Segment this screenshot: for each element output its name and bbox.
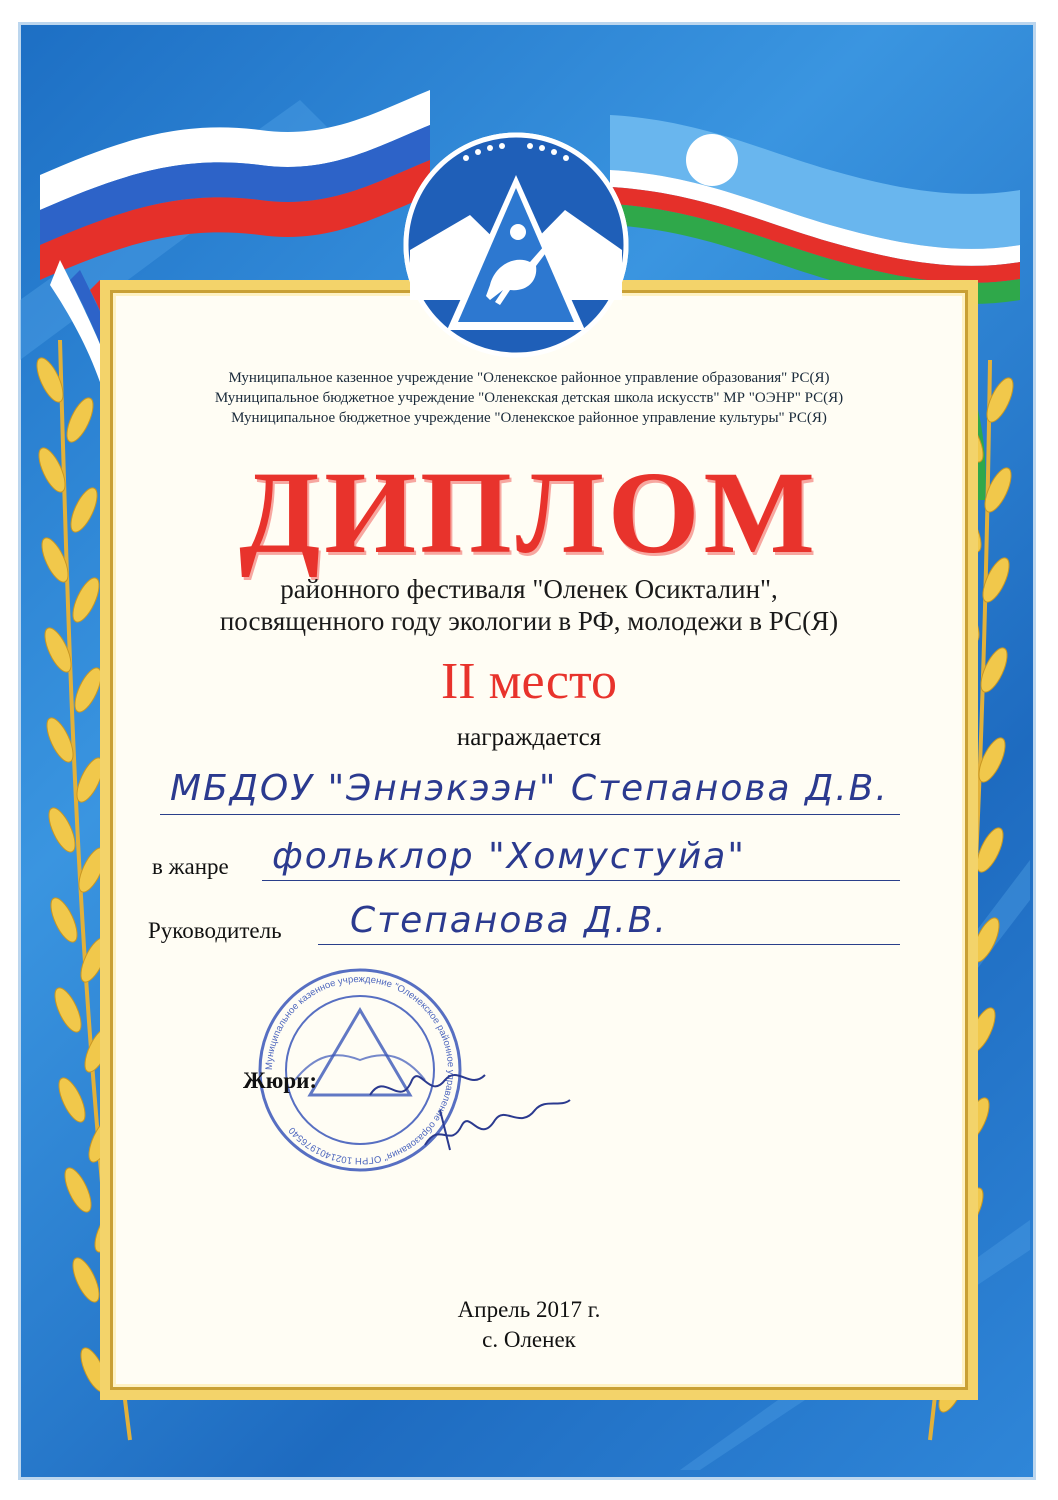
issue-date: Апрель 2017 г. [457,1297,601,1322]
jury-label: Жюри: [243,1068,318,1093]
festival-line-1: районного фестиваля "Оленек Осикталин", [280,574,778,604]
jury-signatures [330,1050,590,1160]
award-place: II место [440,653,618,710]
genre-handwritten: фольклор "Хомустуйа" [272,836,746,877]
recipient-line [160,814,900,815]
organization-line-1: Муниципальное казенное учреждение "Оленекское районное управление образования" РС(Я) [228,370,830,386]
diploma-title: ДИПЛОМ [239,447,819,578]
recipient-handwritten: МБДОУ "Эннэкээн" Степанова Д.В. [170,768,889,809]
genre-line [262,880,900,881]
stamp-text: Муниципальное казенное учреждение "Оленекское районное управление образования" ОГРН 1021401976540 [263,973,457,1167]
awarded-label: награждается [456,724,602,751]
leader-handwritten: Степанова Д.В. [350,900,668,941]
organization-line-2: Муниципальное бюджетное учреждение "Оленекская детская школа искусств" МР "ОЭНР" РС(Я) [214,390,844,406]
organization-line-3: Муниципальное бюджетное учреждение "Оленекское районное управление культуры" РС(Я) [231,410,827,426]
leader-line [318,944,900,945]
issue-place: с. Оленек [482,1327,576,1352]
leader-label: Руководитель [148,918,282,943]
genre-label: в жанре [152,854,229,879]
festival-line-2: посвященного году экологии в РФ, молодежи в РС(Я) [219,606,839,636]
